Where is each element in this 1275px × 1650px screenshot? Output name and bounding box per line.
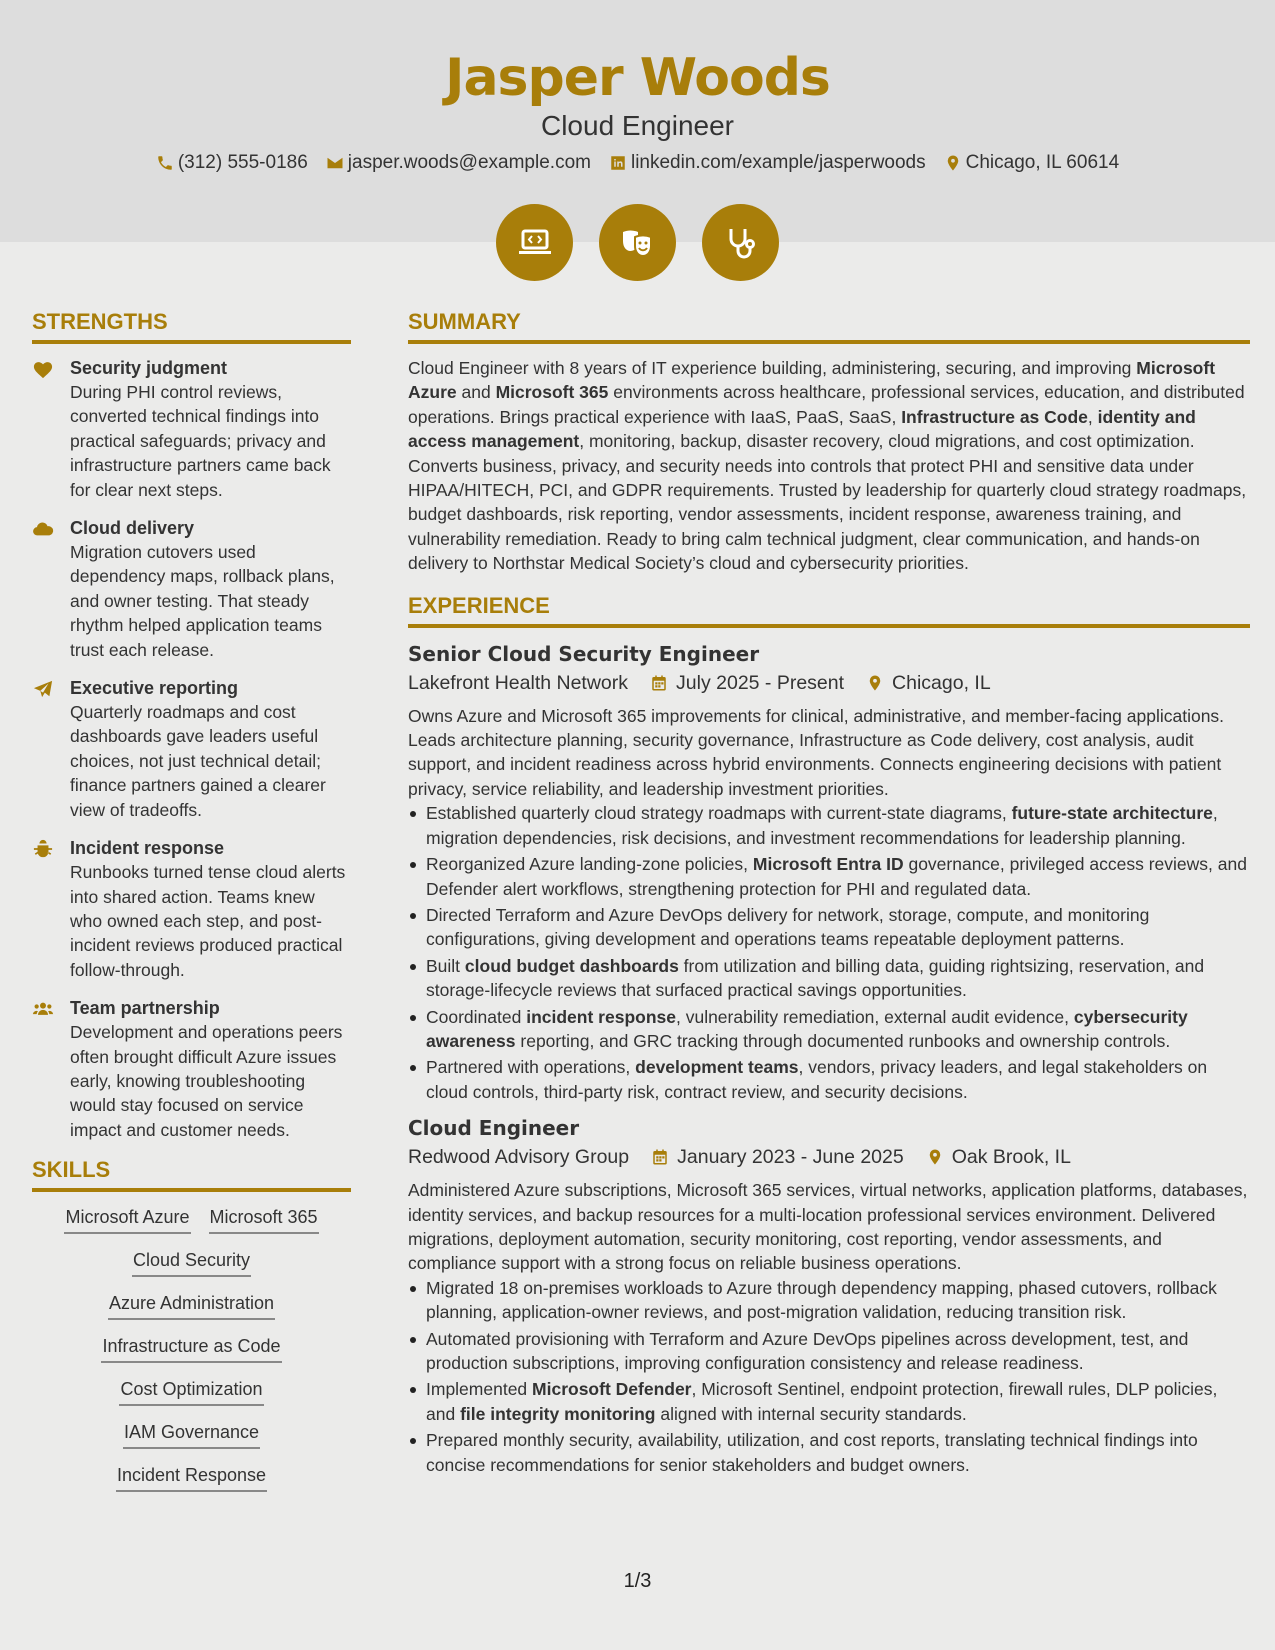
strength-desc: Development and operations peers often brought difficult Azure issues early, knowing troubleshooting would stay focused on service impact and customer needs. — [70, 1022, 343, 1140]
text-run: , vendors, privacy leaders, and legal stakeholders on cloud controls, third-party risk, contract review, and security decisions. — [426, 1057, 1208, 1102]
strength-desc: Quarterly roadmaps and cost dashboards gave leaders useful choices, not just technical detail; finance partners gained a clearer view of tradeoffs. — [70, 702, 326, 820]
bullet-item — [408, 954, 1250, 1003]
cloud-icon — [32, 519, 54, 539]
phone-text: (312) 555-0186 — [177, 152, 308, 173]
text-run: aligned with internal security standards. — [655, 1403, 967, 1424]
bullet-item — [408, 903, 1250, 952]
bullet-item — [408, 1055, 1250, 1104]
text-run: , migration dependencies, risk decisions, and investment recommendations for leadership planning. — [426, 803, 1218, 848]
text-run: Directed Terraform and Azure DevOps delivery for network, storage, compute, and monitoring configurations, giving development and operations teams repeatable deployment patterns. — [426, 904, 1150, 950]
strength-desc: Migration cutovers used dependency maps, rollback plans, and owner testing. That steady rhythm helped application teams trust each release. — [70, 542, 335, 660]
strength-title: Executive reporting — [70, 678, 239, 699]
text-run: from utilization and billing data, guiding rightsizing, reservation, and storage-lifecycle reviews that surfaced practical savings opportunities. — [426, 955, 1205, 1001]
contact-linkedin[interactable] — [609, 152, 926, 174]
bold-text: cybersecurity awareness — [426, 1006, 1188, 1051]
job-company: Lakefront Health Network — [408, 671, 629, 694]
text-run: , Microsoft Sentinel, endpoint protection, firewall rules, DLP policies, and — [426, 1379, 1218, 1424]
bullet-item — [408, 1327, 1250, 1376]
skill-tag: Azure Administration — [108, 1290, 275, 1320]
job-meta — [408, 668, 1250, 698]
skill-tag: Cloud Security — [132, 1247, 251, 1277]
job-company: Redwood Advisory Group — [408, 1146, 630, 1169]
skill-tag: Infrastructure as Code — [101, 1333, 281, 1363]
job-title: Senior Cloud Security Engineer — [408, 641, 760, 666]
job-bullets — [408, 1276, 1250, 1477]
bold-text: future-state architecture — [1011, 803, 1213, 824]
job-entry — [408, 640, 1250, 1105]
linkedin-icon — [609, 154, 627, 172]
strength-title: Team partnership — [70, 998, 220, 1019]
text-run: Reorganized Azure landing-zone policies, — [426, 854, 753, 875]
skill-tag: Microsoft 365 — [209, 1204, 319, 1234]
map-pin-icon — [944, 154, 962, 172]
users-icon — [32, 999, 54, 1019]
contact-bar — [0, 152, 1275, 174]
candidate-title: Cloud Engineer — [540, 110, 735, 141]
text-run: governance, privileged access reviews, and Defender alert workflows, strengthening protection for PHI and regulated data. — [426, 854, 1247, 899]
experience-heading: EXPERIENCE — [408, 592, 1250, 628]
strength-title: Incident response — [70, 838, 225, 859]
text-run: Migrated 18 on-premises workloads to Azure through dependency mapping, phased cutovers, rollback planning, application-owner reviews, and post-migration validation, reducing transition risk. — [426, 1277, 1217, 1323]
contact-phone[interactable] — [156, 152, 308, 174]
page-number: 1/3 — [623, 1570, 652, 1592]
bold-text: Microsoft Entra ID — [752, 854, 904, 875]
text-run: Implemented — [426, 1379, 533, 1400]
contact-location — [944, 152, 1120, 174]
skill-tag: Incident Response — [116, 1462, 267, 1492]
calendar-icon — [651, 1148, 669, 1166]
bold-text: file integrity monitoring — [460, 1403, 656, 1424]
text-run: , — [1087, 406, 1098, 427]
bullet-item — [408, 852, 1250, 901]
strength-item — [32, 356, 351, 502]
text-run: Cloud Engineer with 8 years of IT experience building, administering, securing, and improving — [408, 358, 1137, 378]
job-location: Oak Brook, IL — [951, 1146, 1071, 1169]
job-dates: January 2023 - June 2025 — [677, 1146, 904, 1169]
envelope-icon — [326, 154, 344, 172]
phone-icon — [156, 154, 174, 172]
skill-tag: Cost Optimization — [119, 1376, 263, 1406]
strength-desc: During PHI control reviews, converted technical findings into practical safeguards; privacy and infrastructure partners came back for clear next steps. — [70, 382, 331, 500]
theater-masks-badge — [599, 204, 676, 281]
bullet-item — [408, 1428, 1250, 1477]
bold-text: identity and access management — [408, 406, 1196, 452]
stethoscope-icon — [721, 223, 761, 263]
job-title: Cloud Engineer — [408, 1116, 580, 1141]
bold-text: incident response — [526, 1006, 676, 1027]
strength-title: Security judgment — [70, 358, 228, 378]
bold-text: Microsoft Defender — [532, 1379, 692, 1400]
bullet-item — [408, 1276, 1250, 1325]
bold-text: Microsoft 365 — [495, 382, 609, 403]
heart-icon — [32, 359, 54, 379]
text-run: , vulnerability remediation, external audit evidence, — [675, 1006, 1074, 1027]
badge-icon-row — [0, 204, 1275, 281]
text-run: Established quarterly cloud strategy roadmaps with current-state diagrams, — [426, 803, 1012, 824]
skill-tag: IAM Governance — [123, 1419, 260, 1449]
text-run: and — [456, 382, 496, 403]
theater-masks-icon — [618, 223, 658, 263]
text-run: Automated provisioning with Terraform and Azure DevOps pipelines across development, test, and production subscriptions, improving configuration consistency and release readiness. — [426, 1328, 1189, 1373]
text-run: Prepared monthly security, availability, utilization, and cost reports, translating technical findings into concise recommendations for senior stakeholders and budget owners. — [426, 1430, 1198, 1475]
job-location: Chicago, IL — [892, 671, 991, 694]
strength-item — [32, 836, 351, 982]
stethoscope-badge — [702, 204, 779, 281]
candidate-name: Jasper Woods — [445, 48, 830, 108]
bug-icon — [32, 839, 54, 859]
bullet-item — [408, 1005, 1250, 1054]
job-meta — [408, 1142, 1250, 1172]
email-text: jasper.woods@example.com — [347, 152, 591, 173]
job-description: Administered Azure subscriptions, Microsoft 365 services, virtual networks, application platforms, databases, identity services, and backup resources for a multi-location professional services environment. Delivered migrations, deployment automation, security monitoring, cost reporting, vendor assessments, and compliance support with a strong focus on reliable business operations. — [408, 1180, 1248, 1274]
map-pin-icon — [926, 1148, 944, 1166]
bold-text: Infrastructure as Code — [901, 406, 1088, 427]
bold-text: Microsoft Azure — [408, 358, 1216, 403]
skills-heading: SKILLS — [32, 1156, 351, 1192]
job-entry — [408, 1114, 1250, 1477]
text-run: environments across healthcare, professional services, education, and distributed operations. Brings practical experience with IaaS, PaaS, SaaS, — [408, 382, 1245, 427]
right-column — [408, 308, 1250, 1487]
bullet-item — [408, 801, 1250, 850]
job-description: Owns Azure and Microsoft 365 improvements for clinical, administrative, and member-facing applications. Leads architecture planning, security governance, Infrastructure as Code delivery, cost analysis, audit support, and incident readiness across hybrid environments. Connects engineering decisions with patient privacy, service reliability, and leadership investment priorities. — [408, 705, 1225, 799]
job-bullets — [408, 801, 1250, 1104]
job-dates: July 2025 - Present — [676, 671, 845, 694]
summary-text — [408, 356, 1250, 576]
bullet-item — [408, 1377, 1250, 1426]
text-run: , monitoring, backup, disaster recovery, cloud migrations, and cost optimization. Converts business, privacy, and security needs into controls that protect PHI and sensitive data under HIPAA/HITECH, PCI, and GDPR requirements. Trusted by leadership for quarterly cloud strategy roadmaps, budget dashboards, risk reporting, vendor assessments, incident response, awareness training, and vulnerability remediation. Ready to bring calm technical judgment, clear communication, and hands-on delivery to Northstar Medical Society’s cloud and cybersecurity priorities. — [408, 431, 1247, 574]
strength-item — [32, 996, 351, 1142]
strength-title: Cloud delivery — [70, 518, 195, 539]
text-run: Partnered with operations, — [426, 1057, 636, 1078]
text-run: reporting, and GRC tracking through documented runbooks and ownership controls. — [515, 1030, 1171, 1051]
laptop-code-badge — [496, 204, 573, 281]
skills-list — [32, 1204, 351, 1492]
map-pin-icon — [866, 674, 884, 692]
summary-heading: SUMMARY — [408, 308, 1250, 344]
text-run: Built — [426, 955, 465, 976]
strength-item — [32, 516, 351, 662]
text-run: Coordinated — [426, 1006, 527, 1027]
bold-text: development teams — [635, 1057, 799, 1078]
skill-tag: Microsoft Azure — [64, 1204, 190, 1234]
paper-plane-icon — [32, 679, 54, 699]
strength-item — [32, 676, 351, 822]
laptop-code-icon — [515, 223, 555, 263]
calendar-icon — [650, 674, 668, 692]
strengths-heading: STRENGTHS — [32, 308, 351, 344]
location-text: Chicago, IL 60614 — [965, 152, 1120, 173]
linkedin-text: linkedin.com/example/jasperwoods — [630, 152, 926, 173]
bold-text: cloud budget dashboards — [464, 955, 679, 976]
left-column — [32, 308, 351, 1505]
strength-desc: Runbooks turned tense cloud alerts into shared action. Teams knew who owned each step, and post-incident reviews produced practical follow-through. — [70, 862, 346, 980]
contact-email[interactable] — [326, 152, 591, 174]
